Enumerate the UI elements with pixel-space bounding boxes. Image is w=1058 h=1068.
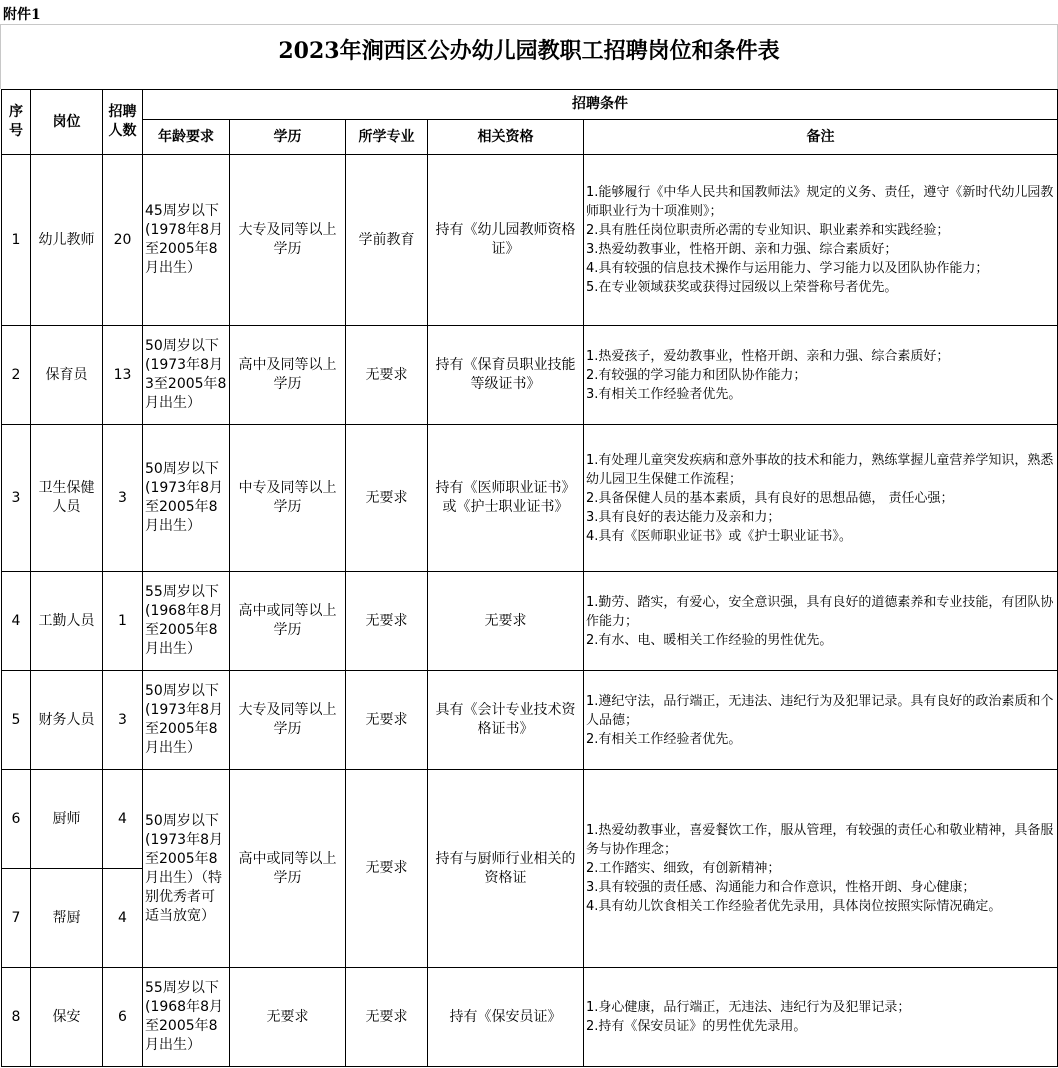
header-seq: 序号 (2, 90, 31, 155)
cell-count: 1 (103, 572, 143, 671)
remark-line: 2.持有《保安员证》的男性优先录用。 (586, 1019, 807, 1034)
remark-line: 1.能够履行《中华人民共和国教师法》规定的义务、责任，遵守《新时代幼儿园教师职业行为十项准则》； (586, 185, 1054, 219)
cell-major: 无要求 (346, 326, 428, 425)
header-qualification: 相关资格 (428, 120, 584, 155)
remark-line: 2.具有胜任岗位职责所必需的专业知识、职业素养和实践经验； (586, 223, 950, 238)
cell-position: 保安 (31, 968, 103, 1067)
cell-qualification: 具有《会计专业技术资格证书》 (428, 671, 584, 770)
cell-count: 3 (103, 425, 143, 572)
cell-age: 50周岁以下(1973年8月至2005年8月出生）（特别优秀者可适当放宽） (143, 770, 230, 968)
table-row (2, 155, 1058, 326)
page-title: 2023年涧西区公办幼儿园教职工招聘岗位和条件表 (278, 38, 780, 64)
remark-line: 1.遵纪守法，品行端正，无违法、违纪行为及犯罪记录。具有良好的政治素质和个人品德； (586, 693, 1054, 728)
remark-line: 3.具有良好的表达能力及亲和力； (586, 509, 781, 525)
header-conditions: 招聘条件 (143, 90, 1058, 120)
cell-seq: 7 (2, 869, 31, 968)
cell-major: 学前教育 (346, 155, 428, 326)
cell-position: 工勤人员 (31, 572, 103, 671)
remark-line: 3.具有较强的责任感、沟通能力和合作意识，性格开朗、身心健康； (586, 880, 976, 895)
header-remarks: 备注 (584, 120, 1058, 155)
cell-seq: 8 (2, 968, 31, 1067)
cell-count: 3 (103, 671, 143, 770)
table-row (2, 968, 1058, 1067)
cell-age: 50周岁以下(1973年8月至2005年8月出生） (143, 425, 230, 572)
attachment-label: 附件1 (3, 7, 41, 23)
cell-qualification: 持有与厨师行业相关的资格证 (428, 770, 584, 968)
cell-count: 4 (103, 770, 143, 869)
cell-seq: 1 (2, 155, 31, 326)
remark-line: 3.有相关工作经验者优先。 (586, 386, 742, 402)
remark-line: 2.有较强的学习能力和团队协作能力； (586, 367, 807, 383)
remark-line: 1.有处理儿童突发疾病和意外事故的技术和能力，熟练掌握儿童营养学知识，熟悉幼儿园卫生保健工作流程； (586, 452, 1054, 487)
cell-qualification: 持有《医师职业证书》或《护士职业证书》 (428, 425, 584, 572)
remark-line: 1.热爱幼教事业，喜爱餐饮工作，服从管理，有较强的责任心和敬业精神，具备服务与协作理念； (586, 823, 1054, 857)
cell-major: 无要求 (346, 572, 428, 671)
cell-position: 帮厨 (31, 869, 103, 968)
cell-major: 无要求 (346, 425, 428, 572)
remark-line: 1.热爱孩子，爱幼教事业，性格开朗、亲和力强、综合素质好； (586, 348, 950, 364)
cell-major: 无要求 (346, 968, 428, 1067)
remark-line: 2.有相关工作经验者优先。 (586, 731, 742, 747)
remark-line: 4.具有较强的信息技术操作与运用能力、学习能力以及团队协作能力； (586, 261, 989, 276)
cell-remarks (584, 572, 1058, 671)
cell-seq: 2 (2, 326, 31, 425)
cell-education: 无要求 (230, 968, 346, 1067)
cell-age: 55周岁以下(1968年8月至2005年8月出生） (143, 572, 230, 671)
cell-remarks (584, 425, 1058, 572)
header-major: 所学专业 (346, 120, 428, 155)
grid-line (0, 24, 1057, 25)
cell-education: 大专及同等以上学历 (230, 155, 346, 326)
cell-education: 高中或同等以上学历 (230, 770, 346, 968)
table-row (2, 770, 1058, 869)
cell-education: 中专及同等以上学历 (230, 425, 346, 572)
cell-remarks (584, 326, 1058, 425)
cell-education: 高中或同等以上学历 (230, 572, 346, 671)
cell-position: 财务人员 (31, 671, 103, 770)
cell-seq: 4 (2, 572, 31, 671)
remark-line: 5.在专业领域获奖或获得过园级以上荣誉称号者优先。 (586, 280, 898, 295)
remark-line: 4.具有《医师职业证书》或《护士职业证书》。 (586, 528, 852, 544)
remark-line: 1.勤劳、踏实，有爱心，安全意识强，具有良好的道德素养和专业技能，有团队协作能力； (586, 594, 1054, 629)
cell-age: 45周岁以下(1978年8月至2005年8月出生） (143, 155, 230, 326)
header-position: 岗位 (31, 90, 103, 155)
cell-remarks (584, 155, 1058, 326)
cell-position: 保育员 (31, 326, 103, 425)
cell-seq: 3 (2, 425, 31, 572)
cell-education: 高中及同等以上学历 (230, 326, 346, 425)
recruitment-table (1, 89, 1058, 1067)
cell-count: 4 (103, 869, 143, 968)
cell-major: 无要求 (346, 770, 428, 968)
remark-line: 2.有水、电、暖相关工作经验的男性优先。 (586, 632, 833, 648)
cell-age: 50周岁以下(1973年8月至2005年8月出生） (143, 671, 230, 770)
remark-line: 4.具有幼儿饮食相关工作经验者优先录用，具体岗位按照实际情况确定。 (586, 899, 1002, 914)
cell-remarks (584, 671, 1058, 770)
cell-qualification: 持有《保育员职业技能等级证书》 (428, 326, 584, 425)
cell-count: 13 (103, 326, 143, 425)
cell-seq: 5 (2, 671, 31, 770)
remark-line: 1.身心健康，品行端正，无违法、违纪行为及犯罪记录； (586, 1000, 911, 1015)
cell-position: 幼儿教师 (31, 155, 103, 326)
table-row (2, 671, 1058, 770)
cell-qualification: 持有《幼儿园教师资格证》 (428, 155, 584, 326)
cell-qualification: 持有《保安员证》 (428, 968, 584, 1067)
table-row (2, 425, 1058, 572)
remark-line: 3.热爱幼教事业，性格开朗、亲和力强、综合素质好； (586, 242, 898, 257)
cell-remarks (584, 968, 1058, 1067)
cell-qualification: 无要求 (428, 572, 584, 671)
table-row (2, 326, 1058, 425)
header-count: 招聘人数 (103, 90, 143, 155)
cell-count: 6 (103, 968, 143, 1067)
table-row (2, 572, 1058, 671)
cell-major: 无要求 (346, 671, 428, 770)
cell-position: 厨师 (31, 770, 103, 869)
header-education: 学历 (230, 120, 346, 155)
cell-count: 20 (103, 155, 143, 326)
remark-line: 2.具备保健人员的基本素质，具有良好的思想品德， 责任心强； (586, 490, 954, 506)
header-age: 年龄要求 (143, 120, 230, 155)
cell-age: 50周岁以下(1973年8月3至2005年8月出生） (143, 326, 230, 425)
cell-position: 卫生保健人员 (31, 425, 103, 572)
cell-education: 大专及同等以上学历 (230, 671, 346, 770)
remark-line: 2.工作踏实、细致，有创新精神； (586, 861, 781, 876)
cell-seq: 6 (2, 770, 31, 869)
cell-remarks (584, 770, 1058, 968)
cell-age: 55周岁以下(1968年8月至2005年8月出生） (143, 968, 230, 1067)
